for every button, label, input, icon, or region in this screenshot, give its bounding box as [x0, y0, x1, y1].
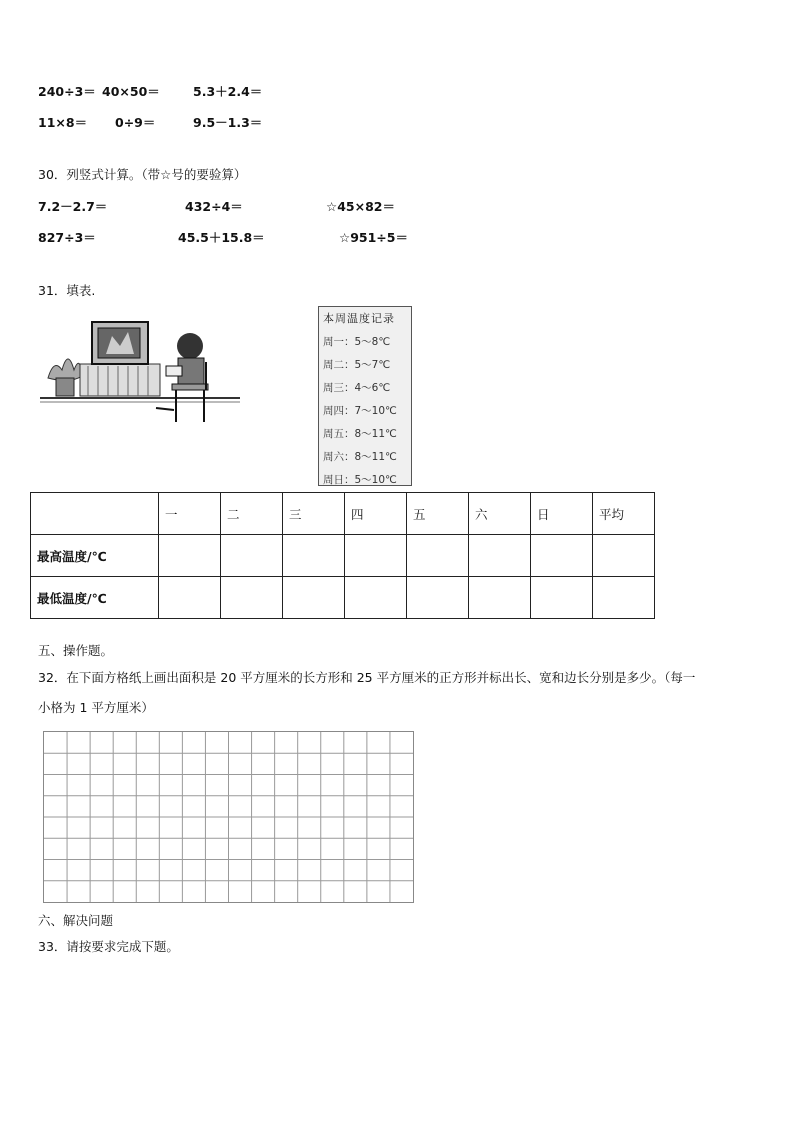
header-cell: 五	[407, 493, 469, 535]
calc-item: 9.5－1.3＝	[193, 115, 263, 130]
card-line: 周六：8～11℃	[323, 451, 397, 463]
calc-item: 40×50＝	[102, 84, 160, 99]
card-line: 周五：8～11℃	[323, 428, 397, 440]
answer-cell[interactable]	[531, 577, 593, 619]
answer-cell[interactable]	[407, 577, 469, 619]
question-32-text-line-2: 小格为 1 平方厘米）	[38, 700, 154, 715]
header-cell: 二	[221, 493, 283, 535]
card-line: 周三：4～6℃	[323, 382, 391, 394]
calc-item: 0÷9＝	[115, 115, 156, 130]
question-30-title: 30．列竖式计算。（带☆号的要验算）	[38, 167, 247, 182]
table-row	[31, 535, 655, 577]
answer-cell[interactable]	[469, 535, 531, 577]
header-cell: 一	[159, 493, 221, 535]
header-cell: 三	[283, 493, 345, 535]
question-32-text-line-1: 32．在下面方格纸上画出面积是 20 平方厘米的长方形和 25 平方厘米的正方形并标出长、宽和边长分别是多少。（每一	[38, 670, 696, 685]
answer-cell[interactable]	[593, 535, 655, 577]
header-cell: 六	[469, 493, 531, 535]
vertical-calc-item: ☆45×82＝	[326, 199, 395, 214]
answer-cell[interactable]	[469, 577, 531, 619]
answer-cell[interactable]	[283, 577, 345, 619]
question-33-text: 33．请按要求完成下题。	[38, 939, 179, 954]
header-cell: 四	[345, 493, 407, 535]
header-cell: 平均	[593, 493, 655, 535]
card-line: 周二：5～7℃	[323, 359, 391, 371]
calc-item: 11×8＝	[38, 115, 88, 130]
card-line: 周一：5～8℃	[323, 336, 391, 348]
child-watching-tv-illustration	[40, 318, 240, 426]
answer-cell[interactable]	[593, 577, 655, 619]
section-5-heading: 五、操作题。	[38, 643, 114, 658]
answer-cell[interactable]	[221, 535, 283, 577]
table-row	[31, 577, 655, 619]
vertical-calc-item: 45.5＋15.8＝	[178, 230, 265, 245]
calc-item: 240÷3＝	[38, 84, 96, 99]
table-header-row	[31, 493, 655, 535]
header-cell: 日	[531, 493, 593, 535]
vertical-calc-item: 7.2－2.7＝	[38, 199, 108, 214]
section-6-heading: 六、解决问题	[38, 913, 114, 928]
answer-cell[interactable]	[159, 535, 221, 577]
answer-cell[interactable]	[283, 535, 345, 577]
answer-cell[interactable]	[345, 577, 407, 619]
answer-cell[interactable]	[159, 577, 221, 619]
calc-item: 5.3＋2.4＝	[193, 84, 263, 99]
card-line: 周四：7～10℃	[323, 405, 397, 417]
answer-cell[interactable]	[221, 577, 283, 619]
vertical-calc-item: 827÷3＝	[38, 230, 96, 245]
answer-cell[interactable]	[345, 535, 407, 577]
header-cell	[31, 493, 159, 535]
row-label: 最低温度/℃	[31, 577, 159, 619]
answer-cell[interactable]	[407, 535, 469, 577]
vertical-calc-item: ☆951÷5＝	[339, 230, 408, 245]
answer-cell[interactable]	[531, 535, 593, 577]
card-line: 周日：5～10℃	[323, 474, 397, 486]
question-31-title: 31．填表.	[38, 283, 96, 298]
row-label: 最高温度/℃	[31, 535, 159, 577]
temperature-record-card	[318, 306, 412, 486]
vertical-calc-item: 432÷4＝	[185, 199, 243, 214]
temperature-table	[30, 492, 655, 619]
square-grid-paper[interactable]	[43, 731, 414, 903]
card-title: 本周温度记录	[323, 312, 395, 325]
